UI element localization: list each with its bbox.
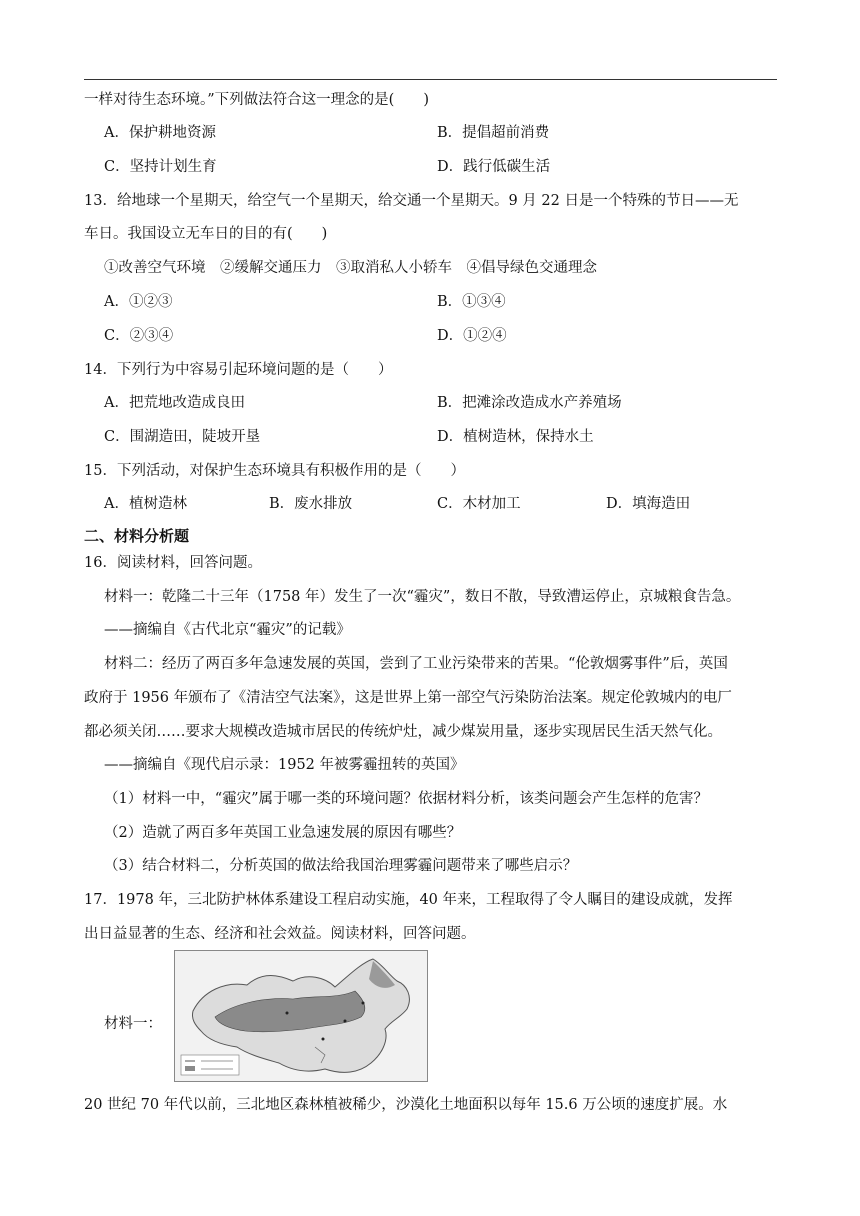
q16-material2-source: ——摘编自《现代启示录：1952 年被雾霾扭转的英国》: [104, 757, 465, 773]
q16-subquestion-1: （1）材料一中，“霾灾”属于哪一类的环境问题？依据材料分析，该类问题会产生怎样的危害？: [104, 791, 709, 807]
q13-option-a: A．①②③: [104, 294, 173, 310]
q16-material1-source: ——摘编自《古代北京“霾灾”的记载》: [104, 622, 351, 638]
china-map-image: [175, 951, 427, 1081]
q16-subquestion-2: （2）造就了两百多年英国工业急速发展的原因有哪些？: [104, 825, 462, 841]
q12-option-d: D．践行低碳生活: [437, 159, 551, 175]
q16-stem: 16．阅读材料，回答问题。: [84, 555, 262, 571]
q13-stem-line1: 13．给地球一个星期天，给空气一个星期天，给交通一个星期天。9 月 22 日是一个特殊的节日——无: [84, 193, 739, 209]
q15-option-c: C．木材加工: [437, 496, 521, 512]
q17-stem-line2: 出日益显著的生态、经济和社会效益。阅读材料，回答问题。: [84, 926, 476, 942]
q16-material2-line3: 都必须关闭……要求大规模改造城市居民的传统炉灶，减少煤炭用量，逐步实现居民生活天然气化。: [84, 724, 722, 740]
q16-material2-line1: 材料二：经历了两百多年急速发展的英国，尝到了工业污染带来的苦果。“伦敦烟雾事件”后，英国: [104, 656, 728, 672]
q16-material1: 材料一：乾隆二十三年（1758 年）发生了一次“霾灾”，数日不散，导致漕运停止，京城粮食告急。: [104, 589, 741, 605]
q16-subquestion-3: （3）结合材料二，分析英国的做法给我国治理雾霾问题带来了哪些启示？: [104, 858, 578, 874]
q14-option-d: D．植树造林，保持水土: [437, 429, 594, 445]
q13-option-b: B．①③④: [437, 294, 506, 310]
section-heading: 二、材料分析题: [84, 527, 190, 545]
q14-option-b: B．把滩涂改造成水产养殖场: [437, 395, 622, 411]
q14-stem: 14．下列行为中容易引起环境问题的是（ ）: [84, 362, 393, 378]
q13-option-c: C．②③④: [104, 328, 174, 344]
q16-material2-line2: 政府于 1956 年颁布了《清洁空气法案》，这是世界上第一部空气污染防治法案。规定伦敦城内的电厂: [84, 690, 732, 706]
q12-stem: 一样对待生态环境。”下列做法符合这一理念的是( ): [84, 92, 429, 108]
header-rule: [84, 79, 777, 80]
q12-option-b: B．提倡超前消费: [437, 125, 550, 141]
q12-option-c: C．坚持计划生育: [104, 159, 217, 175]
q15-option-b: B．废水排放: [269, 496, 353, 512]
q15-option-a: A．植树造林: [104, 496, 187, 512]
q14-option-a: A．把荒地改造成良田: [104, 395, 245, 411]
q13-stem-line2: 车日。我国设立无车日的目的有( ): [84, 226, 328, 242]
q15-stem: 15．下列活动，对保护生态环境具有积极作用的是（ ）: [84, 463, 465, 479]
q13-items: ①改善空气环境 ②缓解交通压力 ③取消私人小轿车 ④倡导绿色交通理念: [104, 260, 597, 276]
q17-material1-text: 20 世纪 70 年代以前，三北地区森林植被稀少，沙漠化土地面积以每年 15.6 万公顷的速度扩展。水: [84, 1097, 728, 1113]
q14-option-c: C．围湖造田，陡坡开垦: [104, 429, 261, 445]
three-north-shelterbelt-map: [174, 950, 428, 1082]
q17-stem-line1: 17．1978 年，三北防护林体系建设工程启动实施，40 年来，工程取得了令人瞩目的建设成就，发挥: [84, 892, 733, 908]
q17-material1-label: 材料一：: [104, 1016, 162, 1032]
q12-option-a: A．保护耕地资源: [104, 125, 216, 141]
q13-option-d: D．①②④: [437, 328, 507, 344]
q15-option-d: D．填海造田: [606, 496, 691, 512]
